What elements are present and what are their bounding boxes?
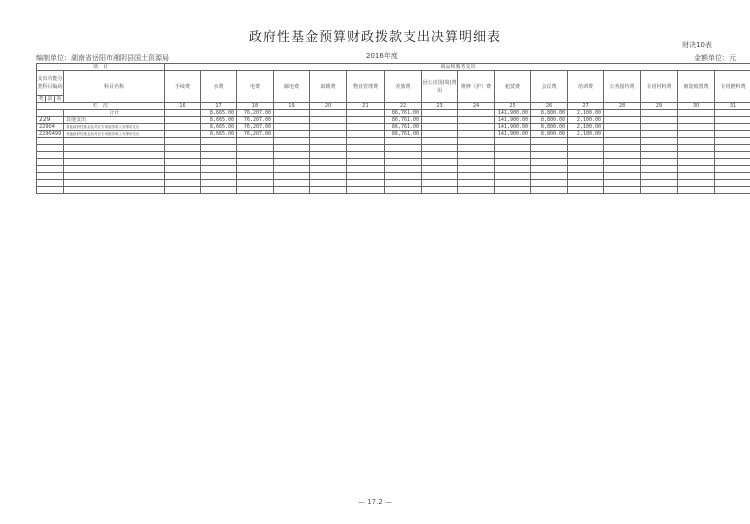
project-header: 项 目 [37, 64, 165, 71]
page-number: — 17.2 — [357, 498, 393, 506]
row-value: 141,900.00 [495, 117, 531, 124]
row-value [274, 117, 310, 124]
row-value: 86,761.00 [385, 117, 422, 124]
column-number: 30 [678, 103, 715, 110]
row-name: 其他政府性基金及对应专项债务收入安排的支出 [64, 131, 165, 138]
row-value [715, 110, 750, 117]
row-value [422, 110, 458, 117]
row-value [678, 110, 715, 117]
column-header: 维修（护）费 [458, 71, 495, 103]
empty-row [37, 166, 750, 173]
column-number: 26 [531, 103, 568, 110]
row-value: 8,665.00 [201, 117, 237, 124]
row-code: 2290499 [37, 131, 64, 138]
currency-unit: 金额单位：元 [694, 54, 736, 62]
code-header: 支出功能分类科目编码 [37, 71, 64, 96]
row-value: 8,800.00 [531, 131, 568, 138]
row-value: 76,207.00 [237, 124, 274, 131]
column-header: 水费 [201, 71, 237, 103]
row-value [641, 117, 678, 124]
row-value [165, 124, 201, 131]
row-value: 141,900.00 [495, 110, 531, 117]
column-header: 会议费 [531, 71, 568, 103]
meta-row [36, 51, 738, 63]
empty-row [37, 152, 750, 159]
fiscal-year: 2016年度 [366, 52, 398, 60]
row-value [422, 117, 458, 124]
column-header: 手续费 [165, 71, 201, 103]
row-value [641, 131, 678, 138]
row-value [678, 131, 715, 138]
row-value: 2,100.00 [568, 117, 604, 124]
column-header: 专用材料费 [641, 71, 678, 103]
column-header: 培训费 [568, 71, 604, 103]
empty-row [37, 173, 750, 180]
row-value [165, 110, 201, 117]
row-value [458, 110, 495, 117]
row-value [458, 117, 495, 124]
row-value: 141,900.00 [495, 124, 531, 131]
row-value: 2,100.00 [568, 124, 604, 131]
row-value [641, 124, 678, 131]
empty-row [37, 138, 750, 145]
empty-row [37, 187, 750, 194]
column-number: 22 [385, 103, 422, 110]
column-number: 28 [604, 103, 641, 110]
row-value [165, 117, 201, 124]
row-value [458, 131, 495, 138]
column-header: 电费 [237, 71, 274, 103]
column-number: 20 [310, 103, 347, 110]
row-value: 8,665.00 [201, 131, 237, 138]
row-value [678, 124, 715, 131]
column-header: 因公出国(境)费用 [422, 71, 458, 103]
row-value: 76,207.00 [237, 110, 274, 117]
column-number: 23 [422, 103, 458, 110]
row-value: 8,665.00 [201, 124, 237, 131]
column-number: 24 [458, 103, 495, 110]
row-value: 8,800.00 [531, 110, 568, 117]
row-value [274, 110, 310, 117]
column-number: 27 [568, 103, 604, 110]
row-value [310, 131, 347, 138]
code-sub-header: 类 [38, 96, 44, 102]
table-row [37, 131, 750, 138]
column-number: 29 [641, 103, 678, 110]
empty-row [37, 180, 750, 187]
row-name: 其他政府性基金及对应专项债务收入安排的支出 [64, 124, 165, 131]
code-sub-header: 项 [56, 96, 62, 102]
row-value: 76,207.00 [237, 131, 274, 138]
row-value [604, 110, 641, 117]
expenditure-table [36, 63, 750, 194]
row-value [715, 124, 750, 131]
row-value [715, 131, 750, 138]
empty-row [37, 159, 750, 166]
table-row [37, 110, 750, 117]
column-number: 25 [495, 103, 531, 110]
row-value [274, 131, 310, 138]
row-value: 2,100.00 [568, 131, 604, 138]
row-value [641, 110, 678, 117]
row-value: 76,207.00 [237, 117, 274, 124]
column-number: 31 [715, 103, 750, 110]
column-number: 21 [347, 103, 385, 110]
row-value: 86,761.00 [385, 124, 422, 131]
row-value [422, 124, 458, 131]
row-value [715, 117, 750, 124]
column-number: 16 [165, 103, 201, 110]
row-value [458, 124, 495, 131]
row-value: 8,800.00 [531, 117, 568, 124]
empty-row [37, 145, 750, 152]
row-code: 22904 [37, 124, 64, 131]
column-header: 取暖费 [310, 71, 347, 103]
column-number: 18 [237, 103, 274, 110]
table-row [37, 124, 750, 131]
row-value [310, 117, 347, 124]
column-header: 租赁费 [495, 71, 531, 103]
row-value [604, 124, 641, 131]
form-number: 财决10表 [682, 41, 712, 49]
table-row [37, 117, 750, 124]
page-title: 政府性基金预算财政拨款支出决算明细表 [248, 30, 501, 45]
row-value [347, 110, 385, 117]
row-value [604, 131, 641, 138]
row-value: 86,761.00 [385, 110, 422, 117]
row-value [678, 117, 715, 124]
column-header: 物业管理费 [347, 71, 385, 103]
row-value [347, 117, 385, 124]
row-value [274, 124, 310, 131]
group-header: 商品和服务支出 [165, 64, 750, 71]
row-value [165, 131, 201, 138]
row-value [310, 110, 347, 117]
row-value: 8,800.00 [531, 124, 568, 131]
row-value [347, 131, 385, 138]
row-value: 141,900.00 [495, 131, 531, 138]
row-value [604, 117, 641, 124]
column-header: 专用燃料费 [715, 71, 750, 103]
row-value [347, 124, 385, 131]
column-number: 17 [201, 103, 237, 110]
name-header: 科目名称 [64, 71, 165, 103]
column-number: 19 [274, 103, 310, 110]
row-value [422, 131, 458, 138]
compiling-unit: 编制单位：湖南省岳阳市湘阴县国土资源局 [36, 54, 169, 62]
column-header: 差旅费 [385, 71, 422, 103]
column-header: 公务接待费 [604, 71, 641, 103]
row-code: 229 [37, 117, 64, 124]
row-name: 合计 [64, 110, 165, 117]
row-value: 8,665.00 [201, 110, 237, 117]
row-value: 86,761.00 [385, 131, 422, 138]
row-code [37, 110, 64, 117]
column-header: 被装购置费 [678, 71, 715, 103]
column-header: 邮电费 [274, 71, 310, 103]
row-name: 其他支出 [64, 117, 165, 124]
code-sub-header: 款 [47, 96, 53, 102]
row-value [310, 124, 347, 131]
column-number-label: 栏 次 [37, 103, 165, 110]
row-value: 2,100.00 [568, 110, 604, 117]
